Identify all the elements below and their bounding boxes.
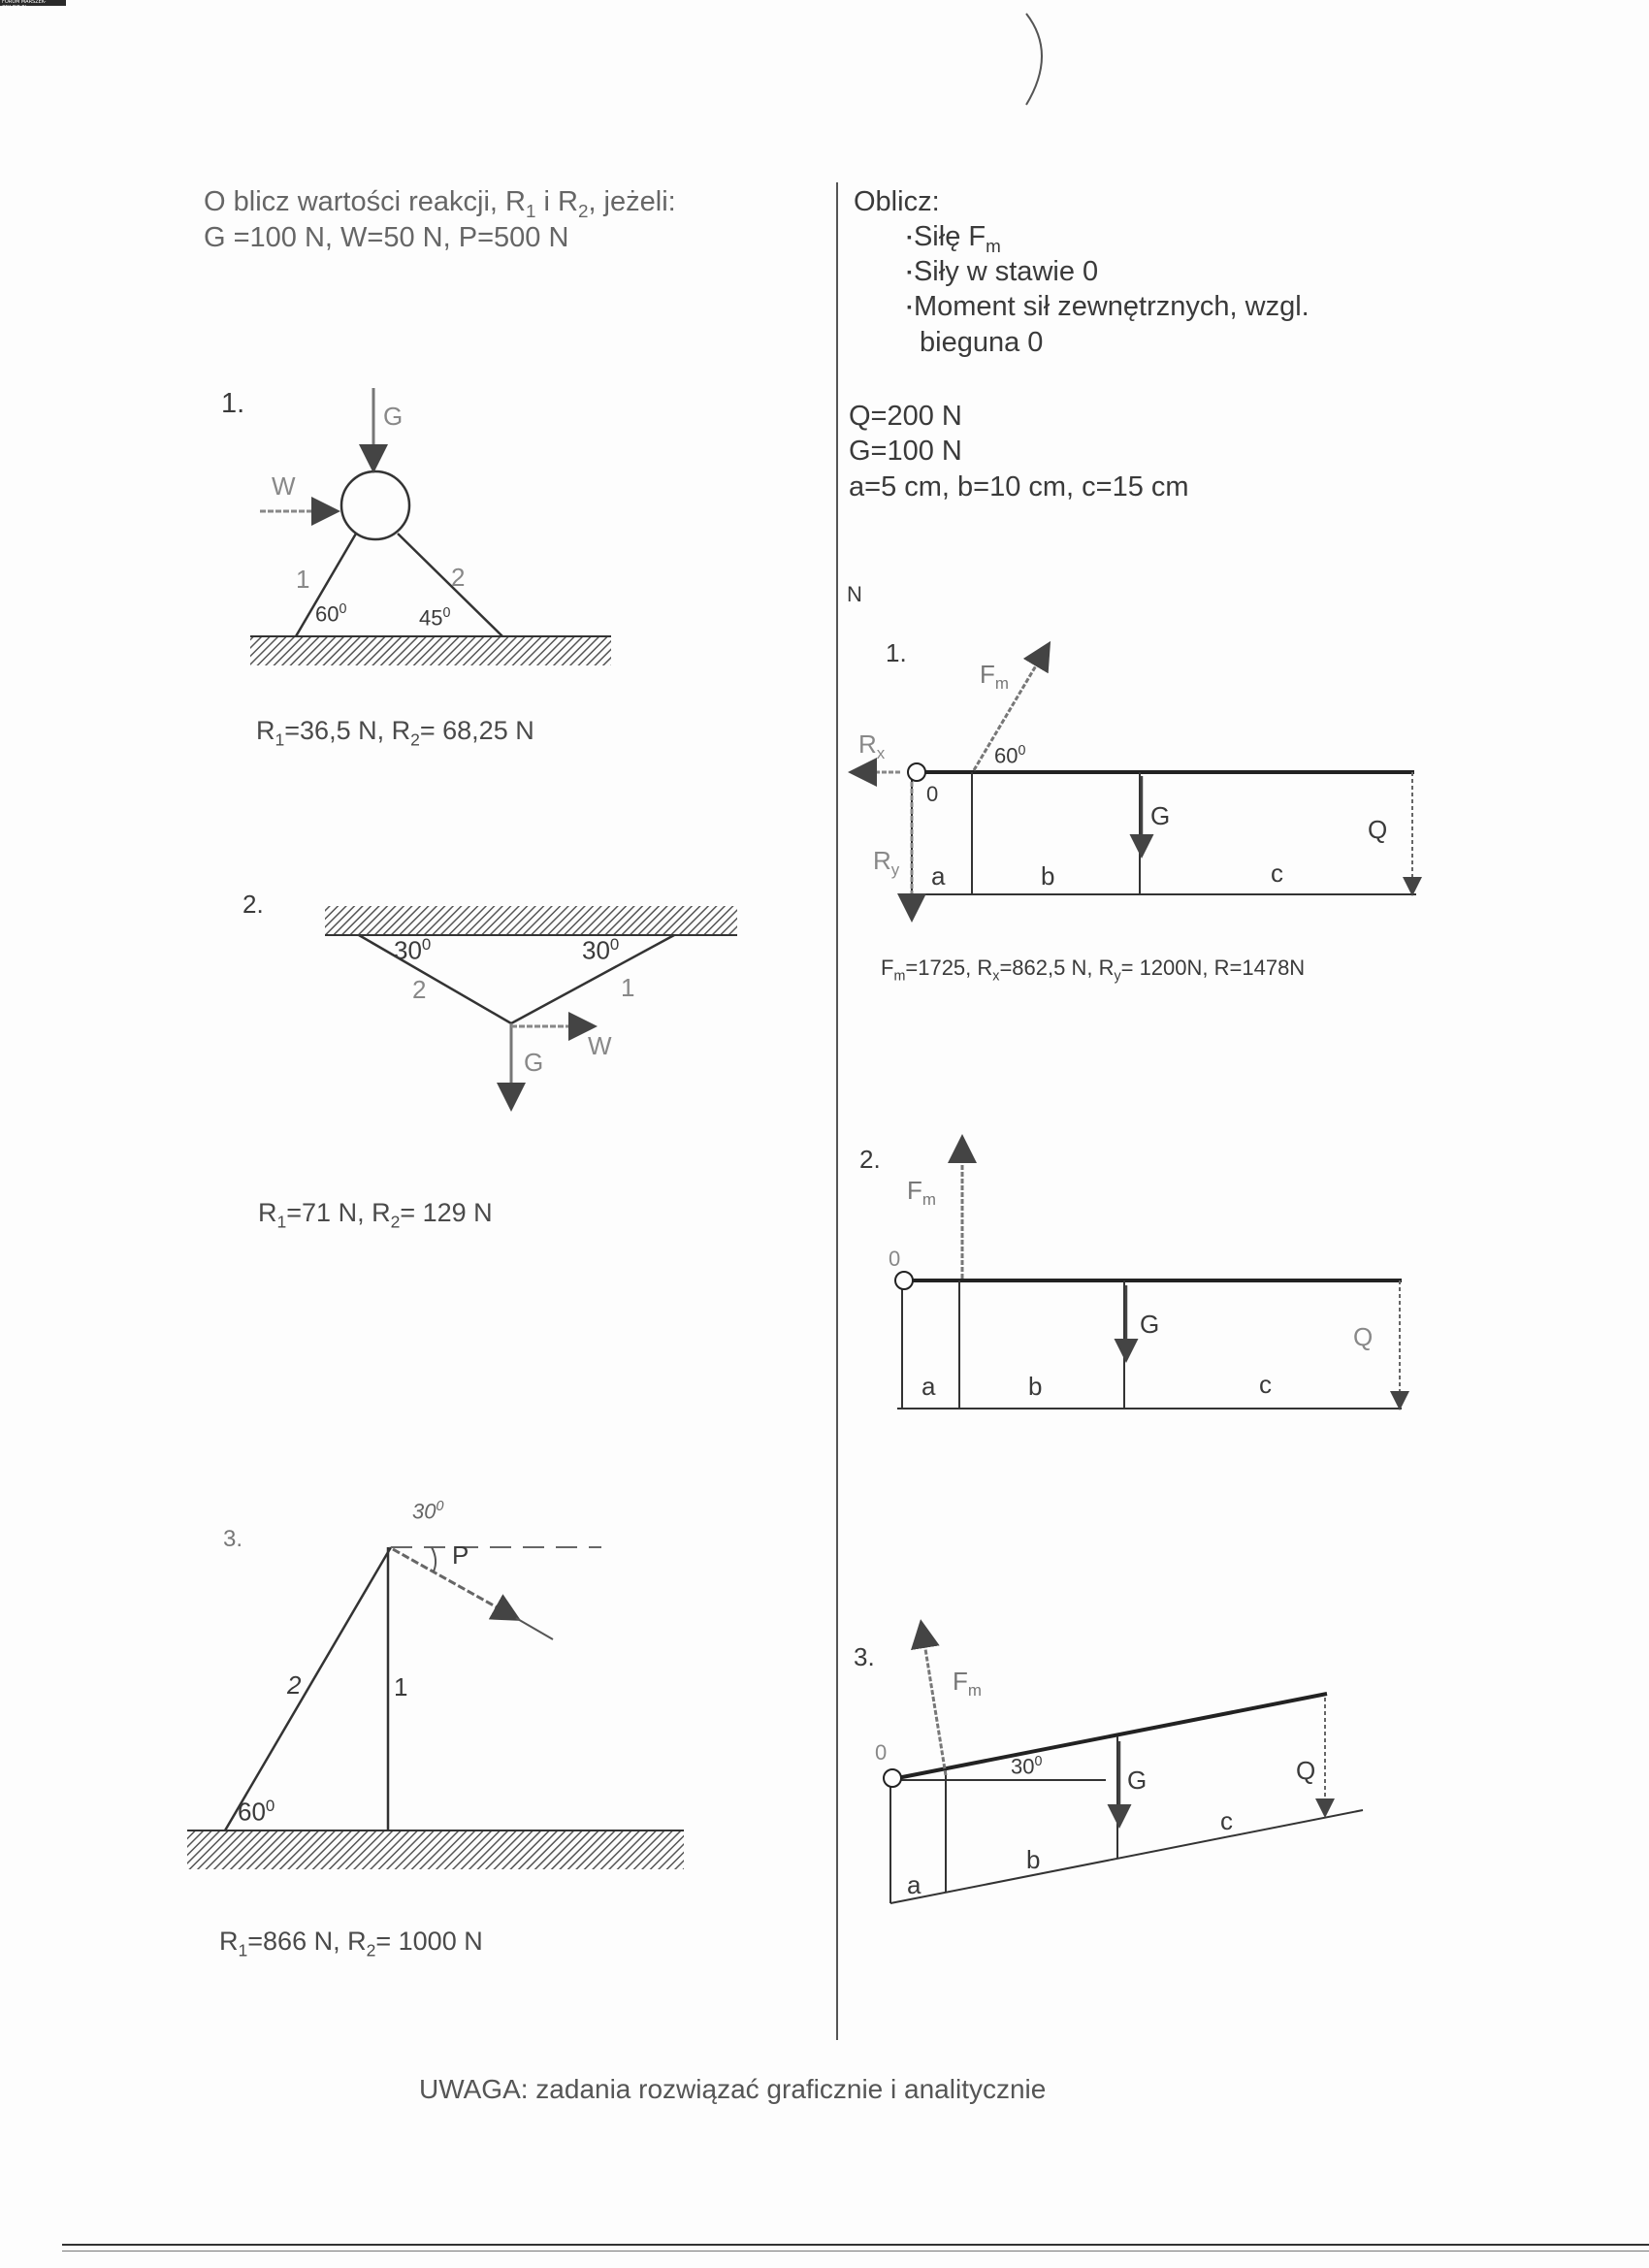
right-fig3-label-a: a	[907, 1870, 922, 1899]
right-fig1-label-Fm: $F_m$	[980, 660, 1009, 694]
right-fig2-number: 2.	[859, 1145, 881, 1174]
right-fig2-label-0: 0	[889, 1247, 901, 1271]
left-fig1-number: 1.	[221, 388, 245, 419]
right-fig1-label-c: c	[1271, 859, 1283, 888]
right-fig1-label-b: b	[1041, 861, 1055, 891]
left-fig2-result: $R_1=71$ N, $R_2= 129$ N	[258, 1198, 493, 1232]
right-fig3-number: 3.	[854, 1642, 875, 1671]
right-fig2-label-G: G	[1140, 1310, 1160, 1339]
unit-N: N	[847, 582, 862, 606]
footer-rule-2	[62, 2251, 1649, 2252]
header-strip-text: FORUM MARSZEK-ONLINE.PL	[2, 0, 47, 11]
right-fig1-label-Ry: $R_y$	[873, 846, 900, 880]
given-Q: Q=200 N	[849, 401, 962, 432]
right-fig3-label-Q: Q	[1296, 1756, 1316, 1785]
left-fig2-label-G: G	[524, 1048, 544, 1077]
right-fig2-label-b: b	[1028, 1372, 1043, 1401]
left-intro-line1: O blicz wartości reakcji, $R_1$ i $R_2$, jeżeli:	[204, 186, 676, 221]
right-fig3-label-0: 0	[875, 1740, 888, 1765]
right-fig1-number: 1.	[886, 638, 907, 667]
beam	[897, 1694, 1327, 1778]
left-fig2-label-1: 1	[621, 973, 635, 1002]
right-fig1-label-Rx: $R_x$	[858, 729, 886, 763]
right-fig3-label-Fm: $F_m$	[953, 1667, 982, 1701]
right-fig2-label-a: a	[922, 1372, 936, 1401]
left-fig3-angle-top: $30^0$	[412, 1499, 444, 1524]
left-fig3-label-2: 2	[287, 1670, 302, 1700]
left-fig3-label-P: P	[452, 1540, 469, 1570]
left-fig2-number: 2.	[242, 890, 264, 919]
left-fig1-label-W: W	[272, 471, 296, 501]
footer-rule-1	[62, 2244, 1649, 2246]
right-fig2-label-Fm: $F_m$	[907, 1176, 936, 1210]
pivot-0	[884, 1769, 901, 1787]
right-fig1-label-G: G	[1150, 801, 1171, 830]
left-fig2-label-W: W	[588, 1031, 612, 1060]
right-fig3-angle: $30^0$	[1011, 1754, 1043, 1779]
left-fig3-number: 3.	[223, 1526, 243, 1552]
right-fig1-angle: $60^0$	[994, 743, 1026, 768]
right-fig2-label-Q: Q	[1353, 1322, 1374, 1351]
right-fig1-result: $F_m=1725$, $R_x=862,5$ N, $R_y= 1200N$, R=1478N	[881, 956, 1306, 985]
left-fig2-angle-left: $30^0$	[394, 935, 432, 965]
left-fig3-result: $R_1=866$ N, $R_2= 1000$ N	[219, 1927, 483, 1960]
right-title: Oblicz:	[854, 186, 940, 217]
force-Fm-arrow	[922, 1625, 946, 1775]
right-bullet3: ▪Moment sił zewnętrznych, wzgl.	[907, 291, 1310, 322]
given-dims: a=5 cm, b=10 cm, c=15 cm	[849, 471, 1189, 502]
right-fig1-label-a: a	[931, 861, 946, 891]
right-fig3-label-G: G	[1127, 1766, 1148, 1795]
right-fig2-label-c: c	[1259, 1370, 1272, 1399]
left-fig1-label-G: G	[383, 402, 404, 431]
left-fig1-label-2: 2	[451, 563, 466, 592]
left-fig1-label-1: 1	[296, 565, 310, 594]
right-fig3-label-c: c	[1220, 1806, 1233, 1835]
left-fig1-angle-1: $60^0$	[315, 601, 347, 627]
right-fig3-label-b: b	[1026, 1845, 1041, 1874]
left-fig3-angle-bottom: $60^0$	[238, 1797, 275, 1827]
left-fig2-angle-right: $30^0$	[582, 935, 620, 965]
left-intro-line2: G =100 N, W=50 N, P=500 N	[204, 222, 569, 253]
left-fig3-label-1: 1	[394, 1672, 408, 1701]
left-fig1-angle-2: $45^0$	[419, 605, 451, 631]
footer-note: UWAGA: zadania rozwiązać graficznie i analitycznie	[419, 2074, 1047, 2104]
left-fig2-label-2: 2	[412, 975, 427, 1004]
right-fig1-label-Q: Q	[1368, 815, 1388, 844]
right-bullet3-cont: bieguna 0	[920, 327, 1044, 358]
right-bullet2: ▪Siły w stawie 0	[907, 256, 1099, 287]
right-fig1-label-0: 0	[926, 782, 939, 806]
left-fig1-result: $R_1=36,5$ N, $R_2= 68,25$ N	[256, 716, 534, 750]
right-bullet1: ▪Siłę $F_m$	[907, 221, 1001, 256]
given-G: G=100 N	[849, 436, 962, 467]
